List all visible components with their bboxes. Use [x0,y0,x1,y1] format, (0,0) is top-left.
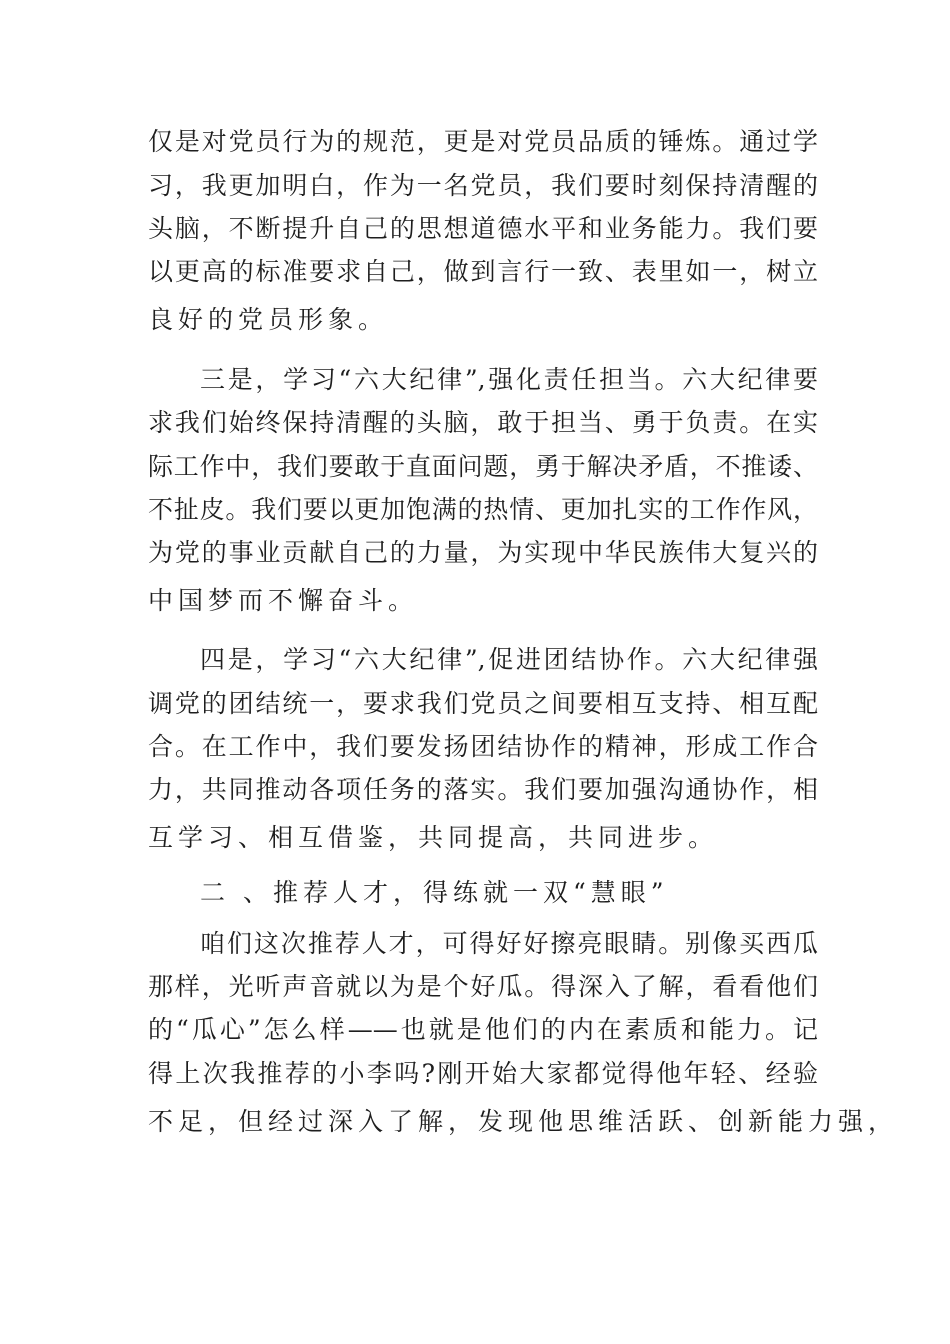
text-line: 合。在工作中，我们要发扬团结协作的精神，形成工作合 [148,732,818,761]
text-line: 得上次我推荐的小李吗?刚开始大家都觉得他年轻、经验 [148,1059,818,1088]
text-line: 为党的事业贡献自己的力量，为实现中华民族伟大复兴的 [148,538,818,567]
text-line: 求我们始终保持清醒的头脑，敢于担当、勇于负责。在实 [148,408,818,437]
text-line: 仅是对党员行为的规范，更是对党员品质的锤炼。通过学 [148,127,818,156]
text-line: 中国梦而不懈奋斗。 [148,586,419,615]
text-line: 头脑，不断提升自己的思想道德水平和业务能力。我们要 [148,214,818,243]
text-line: 那样，光听声音就以为是个好瓜。得深入了解，看看他们 [148,972,818,1001]
paragraph-first-line: 咱们这次推荐人才，可得好好擦亮眼睛。别像买西瓜 [200,929,818,958]
text-line: 调党的团结统一，要求我们党员之间要相互支持、相互配 [148,689,818,718]
section-heading: 二 、推荐人才，得练就一双“慧眼” [200,878,669,907]
text-line: 的“瓜心”怎么样——也就是他们的内在素质和能力。记 [148,1015,818,1044]
paragraph-first-line: 三是，学习“六大纪律”,强化责任担当。六大纪律要 [200,365,818,394]
text-line: 不足，但经过深入了解，发现他思维活跃、创新能力强， [148,1107,899,1136]
paragraph-first-line: 四是，学习“六大纪律”,促进团结协作。六大纪律强 [200,645,818,674]
text-line: 习，我更加明白，作为一名党员，我们要时刻保持清醒的 [148,171,818,200]
text-line: 际工作中，我们要敢于直面问题，勇于解决矛盾，不推诿、 [148,452,818,481]
text-line: 互学习、相互借鉴，共同提高，共同进步。 [148,823,719,852]
text-line: 以更高的标准要求自己，做到言行一致、表里如一，树立 [148,257,818,286]
text-line: 力，共同推动各项任务的落实。我们要加强沟通协作，相 [148,775,818,804]
text-line: 不扯皮。我们要以更加饱满的热情、更加扎实的工作作风， [148,495,818,524]
text-line: 良好的党员形象。 [148,305,389,334]
